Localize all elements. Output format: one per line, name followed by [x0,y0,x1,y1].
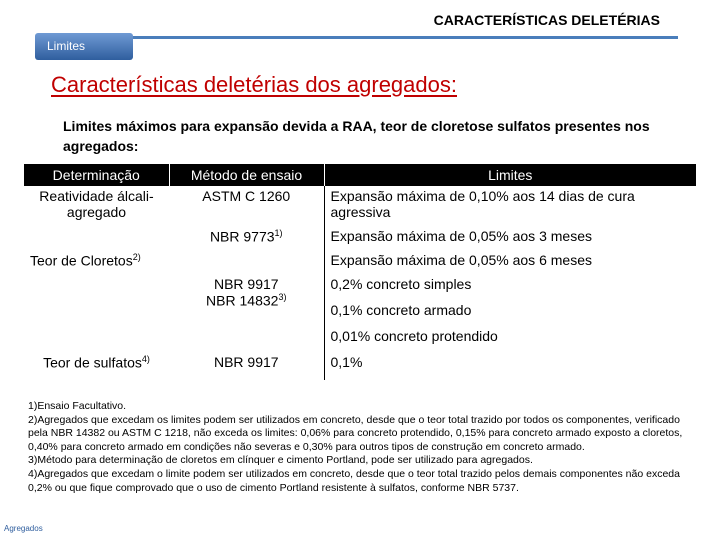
cell-limit-armado [324,300,696,326]
tab-limites[interactable]: Limites [35,33,133,60]
header-rule [125,36,678,39]
sulfates-footnote: 4) [141,354,150,364]
cell-limit-protendido [324,326,696,352]
limit-astm: Expansão máxima de 0,10% aos 14 dias de cura agressiva [330,188,635,220]
cell-chlorides-determination [24,250,169,274]
table-row [24,250,696,274]
header-limits: Limites [324,164,696,186]
cell-limit-astm [324,186,696,226]
limit-sulfates: 0,1% [330,354,363,370]
cell-empty [24,274,169,352]
footnotes [28,400,688,495]
cell-empty [169,326,324,352]
limit-prestressed-concrete: 0,01% concreto protendido [330,328,498,344]
footnote-3: 3)Método para determinação de cloretos em clínquer e cimento Portland, pode ser utilizado para agregados. [28,454,533,467]
method-sulfates: NBR 9917 [213,354,279,370]
table-row [24,274,696,300]
header-method: Método de ensaio [169,164,324,186]
method-nbr9917: NBR 9917 [213,276,279,292]
page-title: Características deletérias dos agregados: [51,72,457,97]
page-subtitle: Limites máximos para expansão devida a RAA, teor de cloretose sulfatos presentes nos agregados: [63,118,650,154]
chlorides-label: Teor de Cloretos [30,252,133,269]
footnote-2: 2)Agregados que excedam os limites podem ser utilizados em concreto, desde que o teor total trazido por todos os componentes, verificado pela NBR 14382 ou ASTM C 1218, não exceda os limites: 0,06% para concreto protendido, 0,15% para concreto armado exposto a cloretos, 0,40% para concreto armado em condições não severas e 0,30% para outros tipos de construção em concreto armado. [28,413,683,453]
method-nbr9773: NBR 9773 [209,228,275,245]
method-nbr14832: NBR 14832 [206,292,279,309]
reactivity-label: Reatividade álcali-agregado [39,188,154,220]
footnote-1: 1)Ensaio Facultativo. [28,400,127,412]
footer-logo: Agregados [4,524,43,533]
table-row [24,186,696,226]
table-row [24,352,696,380]
cell-limit-sulfates [324,352,696,380]
cell-empty [169,250,324,274]
limit-6-months: Expansão máxima de 0,05% aos 6 meses [330,252,592,268]
method-nbr9773-footnote: 1) [274,228,283,238]
cell-method-astm [169,186,324,226]
table-header-row [24,164,696,186]
limit-simple-concrete: 0,2% concreto simples [330,276,472,292]
cell-limit-simple [324,274,696,300]
footnote-4: 4)Agregados que excedam o limite podem ser utilizados em concreto, desde que o teor total trazido pelos demais componentes não exceda 0,2% ou que fique comprovado que o uso de cimento Portland resistente à sulfatos, conforme NBR 5737. [28,467,680,494]
cell-limit-6-months [324,250,696,274]
cell-method-chlorides [169,274,324,326]
cell-sulfates-determination [24,352,169,380]
chlorides-footnote: 2) [132,252,141,262]
cell-limit-nbr9773 [324,226,696,250]
limit-nbr9773: Expansão máxima de 0,05% aos 3 meses [330,228,592,244]
cell-method-sulfates [169,352,324,380]
header-title: CARACTERÍSTICAS DELETÉRIAS [433,12,660,28]
method-astm: ASTM C 1260 [202,188,291,204]
cell-method-nbr9773 [169,226,324,250]
method-nbr14832-footnote: 3) [278,292,287,302]
cell-reactivity-determination [24,186,169,250]
limit-reinforced-concrete: 0,1% concreto armado [330,302,472,318]
limits-table [24,164,696,380]
header-determination: Determinação [24,164,169,186]
sulfates-label: Teor de sulfatos [43,354,142,371]
